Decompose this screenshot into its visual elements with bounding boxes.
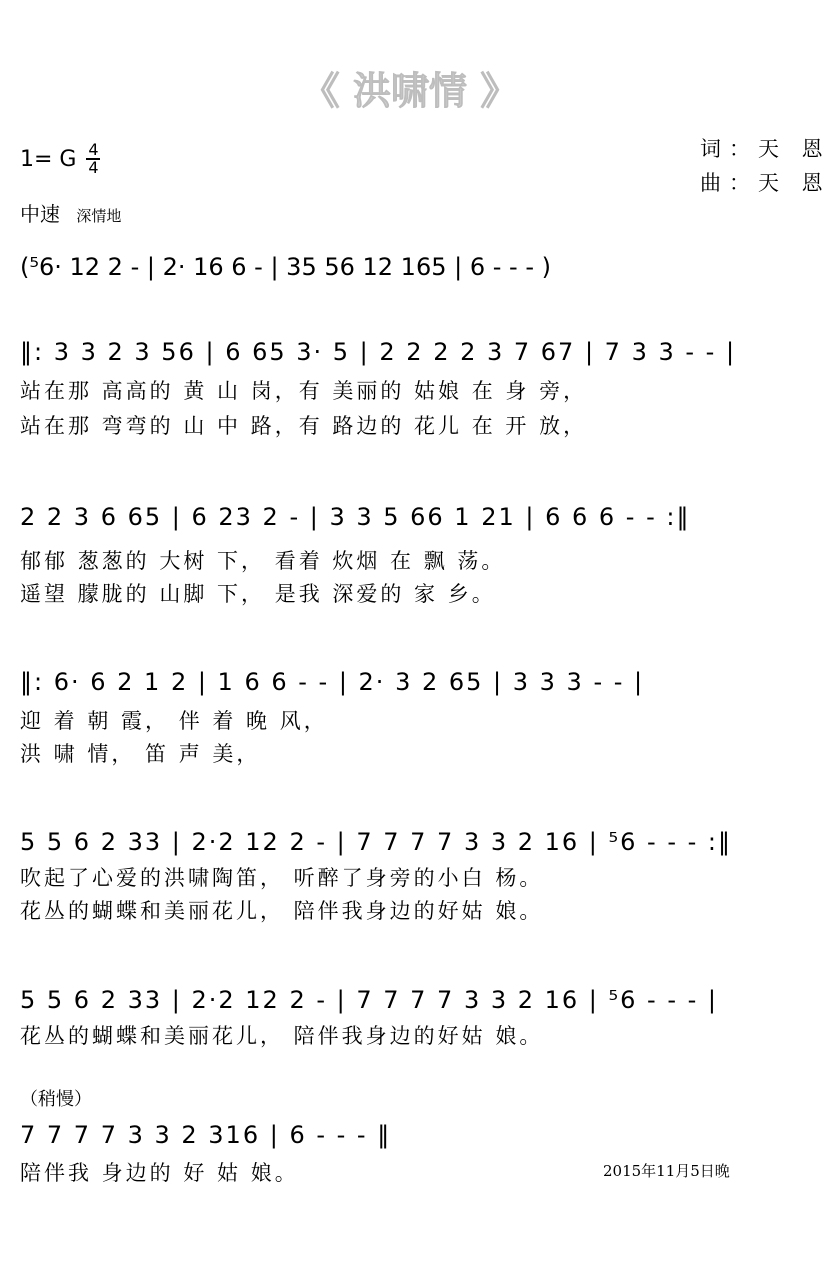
notes-verse1: ‖: 3 3 2 3 56 | 6 65 3· 5 | 2 2 2 2 3 7 67 | 7 3 3 - - |: [20, 338, 737, 366]
time-top: 4: [88, 140, 99, 159]
date-note: 2015年11月5日晚: [603, 1162, 730, 1180]
lyrics-verse1-line2: 站在那 弯弯的 山 中 路，有 路边的 花儿 在 开 放，: [20, 414, 588, 438]
lyrics-verse2-line1: 郁郁 葱葱的 大树 下， 看着 炊烟 在 飘 荡。: [20, 549, 506, 573]
tempo-speed: 中速: [20, 202, 60, 226]
notes-intro: (⁵6· 12 2 - | 2· 16 6 - | 35 56 12 165 | 6 - - - ): [20, 253, 551, 281]
system-chorus1: [0, 660, 840, 704]
tempo-expression: 深情地: [76, 207, 122, 225]
system-verse2: [0, 495, 840, 539]
tempo-marking: [20, 198, 121, 227]
lyrics-verse1-line1: 站在那 高高的 黄 山 岗，有 美丽的 姑娘 在 身 旁，: [20, 379, 588, 403]
lyrics-chorus2-line1: 吹起了心爱的洪啸陶笛， 听醉了身旁的小白 杨。: [20, 866, 544, 890]
title-text: 《 洪啸情 》: [301, 69, 519, 113]
lyrics-coda1-line1: 花丛的蝴蝶和美丽花儿， 陪伴我身边的好姑 娘。: [20, 1024, 544, 1048]
time-signature: [86, 142, 100, 176]
song-title: [285, 62, 535, 118]
notes-coda2: 7 7 7 7 3 3 2 316 | 6 - - - ‖: [20, 1121, 392, 1149]
system-coda1: [0, 978, 840, 1022]
key-label: 1= G: [20, 146, 77, 172]
notes-coda1: 5 5 6 2 33 | 2·2 12 2 - | 7 7 7 7 3 3 2 16 | ⁵6 - - - |: [20, 986, 718, 1014]
lyrics-coda2-line1: 陪伴我 身边的 好 姑 娘。: [20, 1161, 299, 1185]
system-intro: [0, 245, 840, 309]
lyricist: 词：天 恩: [700, 137, 831, 161]
system-chorus2: [0, 820, 840, 864]
credits: [700, 132, 831, 200]
composer: 曲：天 恩: [700, 171, 831, 195]
time-bottom: 4: [88, 158, 99, 177]
lyrics-chorus2-line2: 花丛的蝴蝶和美丽花儿， 陪伴我身边的好姑 娘。: [20, 899, 544, 923]
lyrics-chorus1-line2: 洪 啸 情， 笛 声 美，: [20, 742, 261, 766]
notes-verse2: 2 2 3 6 65 | 6 23 2 - | 3 3 5 66 1 21 | 6 6 6 - - :‖: [20, 503, 691, 531]
notes-chorus2: 5 5 6 2 33 | 2·2 12 2 - | 7 7 7 7 3 3 2 16 | ⁵6 - - - :‖: [20, 828, 732, 856]
system-coda2: [0, 1113, 840, 1157]
lyrics-chorus1-line1: 迎 着 朝 霞， 伴 着 晚 风，: [20, 709, 328, 733]
system-verse1: [0, 330, 840, 374]
notes-chorus1: ‖: 6· 6 2 1 2 | 1 6 6 - - | 2· 3 2 65 | 3 3 3 - - |: [20, 668, 645, 696]
lyrics-verse2-line2: 遥望 朦胧的 山脚 下， 是我 深爱的 家 乡。: [20, 582, 496, 606]
tempo-change-tag: （稍慢）: [20, 1089, 92, 1110]
key-signature: [20, 142, 100, 176]
